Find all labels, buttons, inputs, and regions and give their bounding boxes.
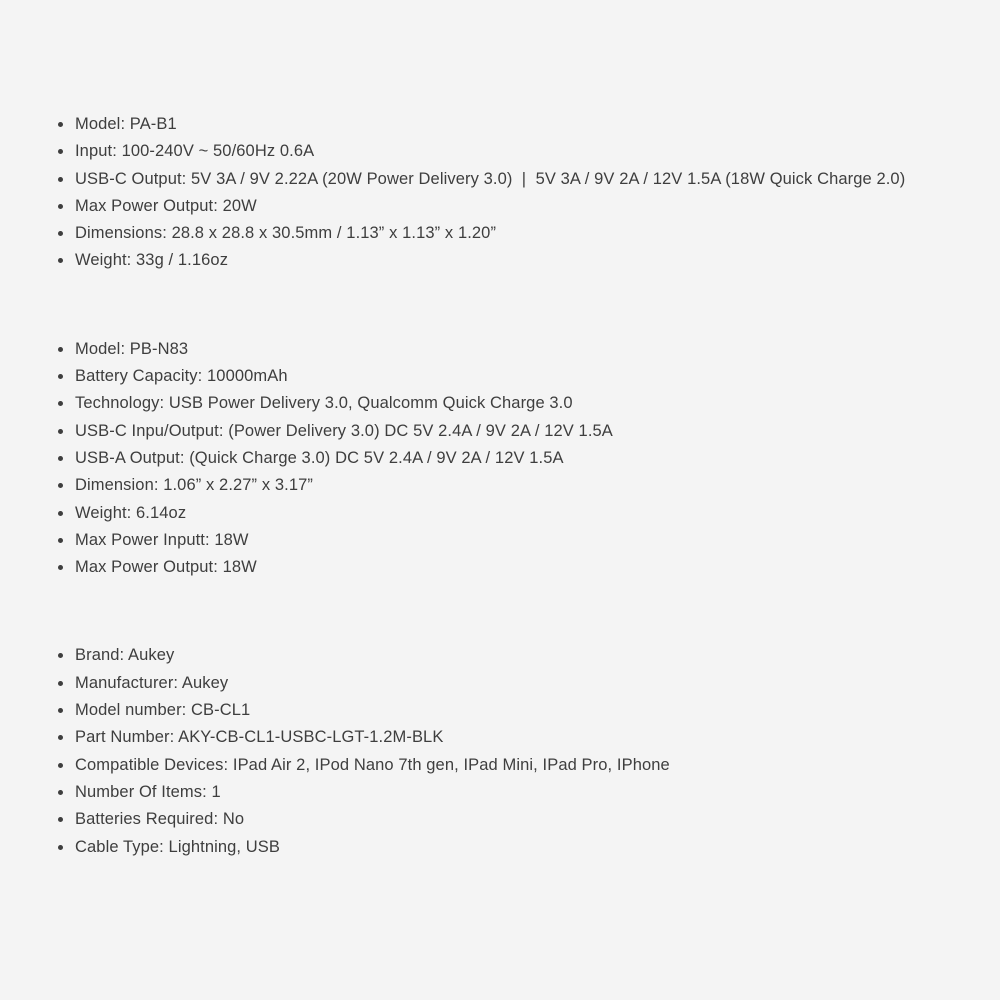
spec-item-text: Number Of Items: 1 bbox=[75, 782, 221, 801]
bullet-icon bbox=[58, 653, 63, 658]
spec-list-cable bbox=[0, 642, 1000, 860]
spec-item bbox=[0, 472, 1000, 499]
bullet-icon bbox=[58, 735, 63, 740]
spec-item bbox=[0, 500, 1000, 527]
spec-item-text: Compatible Devices: IPad Air 2, IPod Nano 7th gen, IPad Mini, IPad Pro, IPhone bbox=[75, 755, 670, 774]
spec-item-text: Max Power Output: 18W bbox=[75, 558, 257, 577]
bullet-icon bbox=[58, 258, 63, 263]
spec-item bbox=[0, 670, 1000, 697]
bullet-icon bbox=[58, 204, 63, 209]
spec-item bbox=[0, 336, 1000, 363]
spec-item bbox=[0, 418, 1000, 445]
bullet-icon bbox=[58, 347, 63, 352]
spec-item-text: Model: PA-B1 bbox=[75, 115, 177, 133]
spec-item-text: USB-A Output: (Quick Charge 3.0) DC 5V 2.4A / 9V 2A / 12V 1.5A bbox=[75, 448, 564, 467]
spec-item-text: Batteries Required: No bbox=[75, 810, 245, 829]
bullet-icon bbox=[58, 483, 63, 488]
spec-item-text: Model number: CB-CL1 bbox=[75, 701, 251, 720]
bullet-icon bbox=[58, 845, 63, 850]
spec-list-charger bbox=[0, 111, 1000, 275]
spec-item-text: USB-C Inpu/Output: (Power Delivery 3.0) DC 5V 2.4A / 9V 2A / 12V 1.5A bbox=[75, 421, 613, 440]
bullet-icon bbox=[58, 374, 63, 379]
bullet-icon bbox=[58, 401, 63, 406]
spec-item bbox=[0, 834, 1000, 861]
bullet-icon bbox=[58, 817, 63, 822]
spec-item bbox=[0, 806, 1000, 833]
bullet-icon bbox=[58, 790, 63, 795]
spec-item-text: Manufacturer: Aukey bbox=[75, 673, 229, 692]
spec-item-text: Dimension: 1.06” x 2.27” x 3.17” bbox=[75, 476, 313, 495]
spec-list-power-bank bbox=[0, 336, 1000, 582]
spec-item bbox=[0, 445, 1000, 472]
spec-item bbox=[0, 363, 1000, 390]
spec-item-text: Model: PB-N83 bbox=[75, 339, 189, 358]
spec-item bbox=[0, 554, 1000, 581]
spec-item-text: Max Power Inputt: 18W bbox=[75, 530, 249, 549]
spec-item bbox=[0, 779, 1000, 806]
spec-item bbox=[0, 193, 1000, 220]
spec-item-text: Technology: USB Power Delivery 3.0, Qualcomm Quick Charge 3.0 bbox=[75, 394, 573, 413]
spec-item-text: Weight: 6.14oz bbox=[75, 503, 187, 522]
spec-item bbox=[0, 724, 1000, 751]
bullet-icon bbox=[58, 429, 63, 434]
bullet-icon bbox=[58, 763, 63, 768]
spec-item bbox=[0, 138, 1000, 165]
spec-item bbox=[0, 166, 1000, 193]
spec-item-text: Max Power Output: 20W bbox=[75, 196, 257, 215]
spec-item-text: Brand: Aukey bbox=[75, 646, 175, 665]
bullet-icon bbox=[58, 565, 63, 570]
bullet-icon bbox=[58, 177, 63, 182]
spec-item-text: Dimensions: 28.8 x 28.8 x 30.5mm / 1.13” x 1.13” x 1.20” bbox=[75, 224, 497, 243]
spec-item-text: USB-C Output: 5V 3A / 9V 2.22A (20W Power Delivery 3.0) | 5V 3A / 9V 2A / 12V 1.5A (18W Quick Charge 2.0) bbox=[75, 169, 906, 188]
spec-item-text: Input: 100-240V ~ 50/60Hz 0.6A bbox=[75, 142, 315, 161]
bullet-icon bbox=[58, 231, 63, 236]
bullet-icon bbox=[58, 538, 63, 543]
spec-item bbox=[0, 220, 1000, 247]
spec-item bbox=[0, 247, 1000, 274]
spec-item bbox=[0, 752, 1000, 779]
bullet-icon bbox=[58, 122, 63, 127]
spec-item-text: Part Number: AKY-CB-CL1-USBC-LGT-1.2M-BLK bbox=[75, 728, 444, 747]
bullet-icon bbox=[58, 681, 63, 686]
bullet-icon bbox=[58, 149, 63, 154]
bullet-icon bbox=[58, 511, 63, 516]
spec-item bbox=[0, 697, 1000, 724]
spec-item bbox=[0, 642, 1000, 669]
bullet-icon bbox=[58, 456, 63, 461]
spec-item bbox=[0, 527, 1000, 554]
spec-item-text: Weight: 33g / 1.16oz bbox=[75, 251, 229, 270]
spec-item bbox=[0, 111, 1000, 138]
bullet-icon bbox=[58, 708, 63, 713]
spec-item-text: Battery Capacity: 10000mAh bbox=[75, 367, 288, 386]
spec-item-text: Cable Type: Lightning, USB bbox=[75, 837, 281, 856]
spec-item bbox=[0, 390, 1000, 417]
